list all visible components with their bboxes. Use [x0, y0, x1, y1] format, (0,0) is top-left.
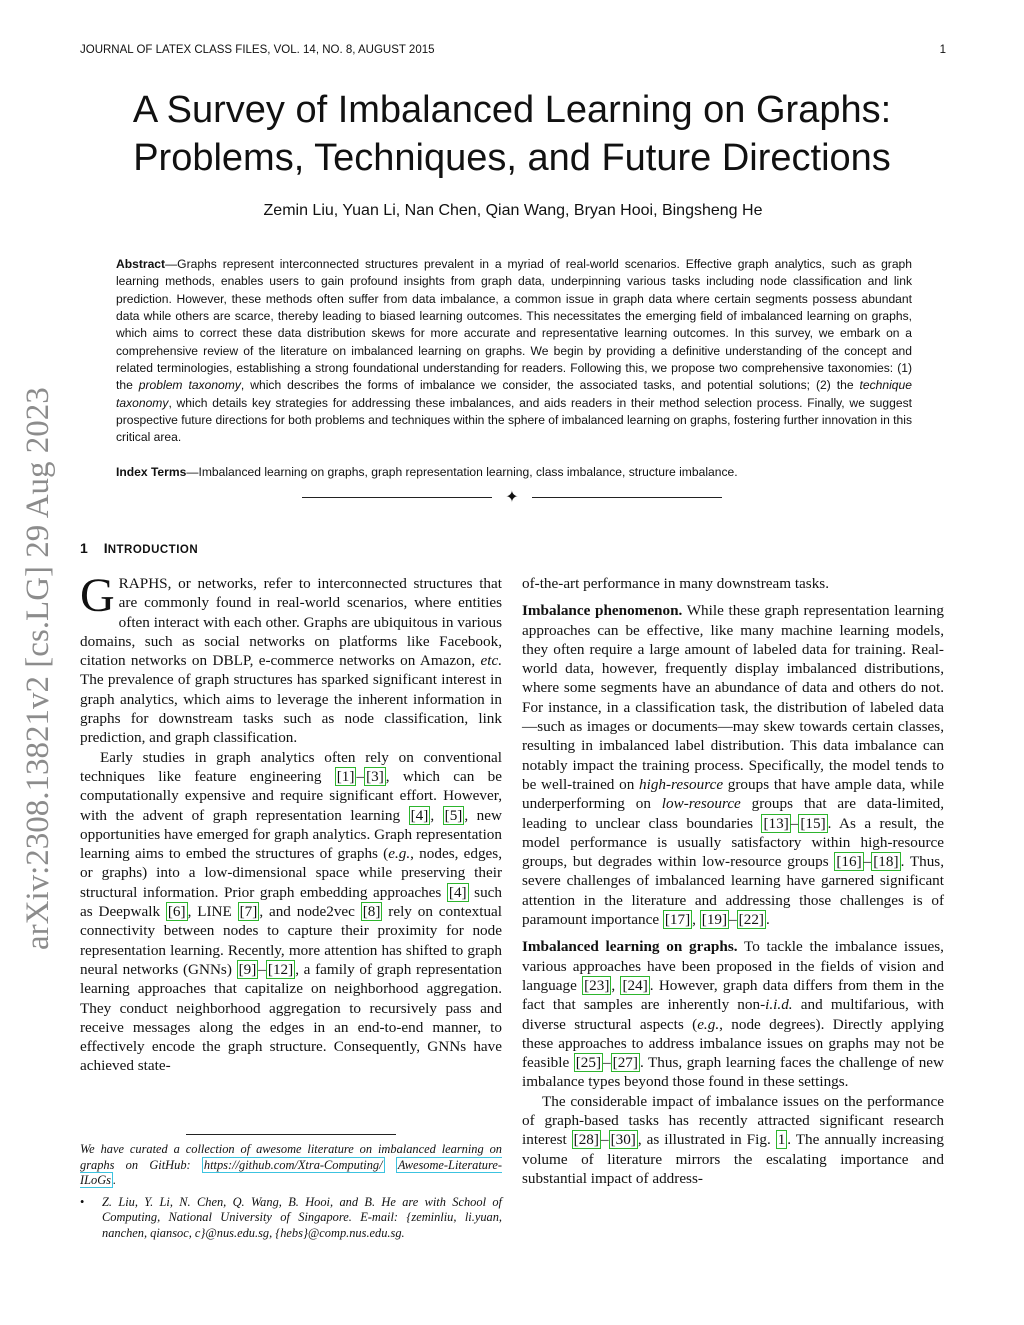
citation-link[interactable]: [7] [239, 903, 258, 921]
left-column [80, 569, 502, 1076]
separator: , [611, 976, 621, 994]
running-header [80, 44, 946, 62]
paragraph-text: , as illustrated in Fig. [637, 1131, 776, 1149]
bullet-icon: • [80, 1194, 85, 1209]
imbalanced-learning-paragraph [522, 937, 944, 1091]
paragraph-text: , a family of graph representation learning approaches that capitalize on neighborhood aggregation. They conduct neighborhood aggregation to recursively pass and receive messages along the edges in an end-to-end manner, to effectively encode the graph structure. Consequently, GNNs have achieved state- [80, 960, 502, 1075]
paragraph-text: , node degrees). Directly applying these approaches to address imbalance issues on graphs may not be feasible [522, 1015, 944, 1072]
abstract-label: Abstract [116, 257, 166, 271]
impact-paragraph [522, 1092, 944, 1188]
citation-link[interactable]: [9] [238, 960, 257, 978]
abstract-text-3: , which details key strategies for addressing these imbalances, and aids readers in their method selection process. Finally, we suggest prospective future directions for both problems and techniques within the sphere of imbalanced learning on graphs, fostering further innovation in this critical area. [116, 395, 912, 445]
section-divider [302, 488, 722, 508]
title-line-2: Problems, Techniques, and Future Directions [133, 137, 891, 179]
citation-link[interactable]: [23] [584, 976, 610, 994]
index-terms-text: —Imbalanced learning on graphs, graph representation learning, class imbalance, structure imbalance. [186, 465, 738, 479]
paragraph-text: , new opportunities have emerged for graph analytics. Graph representation learning aims to embed the structures of graphs ( [80, 806, 502, 863]
range-dash: – [600, 1131, 609, 1149]
citation-link[interactable]: [19] [701, 911, 728, 929]
citation-link[interactable]: [16] [836, 853, 862, 871]
section-title-rest: NTRODUCTION [107, 544, 199, 556]
paragraph-text: , LINE [187, 903, 238, 921]
abstract-text-2: , which describes the forms of imbalance we consider, the associated tasks, and potential solutions; (2) the [240, 378, 860, 393]
section-title-initial: I [103, 540, 108, 556]
italic-text: low-resource [661, 795, 741, 813]
footnotes [80, 1142, 502, 1241]
citation-link[interactable]: [18] [873, 853, 899, 871]
index-terms-label: Index Terms [116, 465, 187, 479]
intro-paragraph-1 [80, 569, 502, 748]
drop-cap: G [80, 569, 115, 622]
italic-text: high-resource [639, 775, 724, 793]
citation-link[interactable]: [5] [444, 806, 463, 824]
drop-cap-continuation: RAPHS [118, 575, 168, 592]
paragraph-text: While these graph representation learning approaches can be effective, like many machine learning models, they often require a large amount of labeled data for training. Real-world data, however, frequently display imbalanced distributions, where some segments have an abundance of data and others do not. For instance, in a classification task, the distribution of labeled data—such as images or documents—may skew towards certain classes, resulting in imbalanced label distribution. This data imbalance can notably impact the training process. Specifically, the model tends to be well-trained on [522, 602, 944, 793]
range-dash: – [790, 814, 799, 832]
paragraph-text: . Thus, severe challenges of imbalanced learning have garnered significant attention in the literature and addressing those challenges is of paramount importance [522, 853, 944, 929]
paragraph-text: , which can be computationally expensive and require significant effort. However, with the advent of graph representation learning [80, 767, 502, 824]
paragraph-text: such as Deepwalk [80, 883, 502, 921]
paragraph-text: , or networks, refer to interconnected structures that are commonly found in real-world scenarios, where entities often interact with each other. Graphs are ubiquitous in various domains, such as social networks on platforms like Facebook, citation networks on DBLP, e-commerce networks on Amazon, [80, 575, 502, 670]
citation-link[interactable]: [8] [362, 903, 381, 921]
italic-text: e.g. [697, 1015, 720, 1033]
citation-link[interactable]: [12] [267, 960, 294, 978]
citation-link[interactable]: [4] [448, 883, 467, 901]
paragraph-text: To tackle the imbalance issues, various approaches have been proposed in the fields of vision and language [522, 938, 944, 994]
paragraph-text: , and node2vec [259, 903, 361, 921]
citation-link[interactable]: [27] [612, 1054, 638, 1072]
paragraph-text: groups that have ample data, while underperforming on [522, 775, 944, 813]
paragraph-heading: Imbalance phenomenon. [522, 602, 683, 620]
range-dash: – [356, 767, 365, 785]
italic-text: i.i.d. [765, 996, 793, 1014]
abstract-emphasis-technique-taxonomy: technique taxonomy [116, 378, 912, 410]
paragraph-text: . The annually increasing volume of literature mirrors the escalating importance and substantial impact of address- [522, 1131, 944, 1187]
github-url-link-continued[interactable]: Awesome-Literature-ILoGs [80, 1157, 502, 1187]
title-line-1: A Survey of Imbalanced Learning on Graphs: [132, 89, 892, 131]
paragraph-heading: Imbalanced learning on graphs. [522, 938, 738, 956]
paper-title [60, 86, 964, 182]
citation-link[interactable]: [25] [575, 1054, 602, 1072]
range-dash: – [729, 911, 737, 929]
imbalance-phenomenon-paragraph [522, 601, 944, 929]
github-footnote [80, 1142, 502, 1189]
citation-link[interactable]: [4] [410, 806, 429, 824]
affiliation-footnote [80, 1195, 502, 1242]
intro-paragraph-2 [80, 748, 502, 1076]
journal-line: JOURNAL OF LATEX CLASS FILES, VOL. 14, NO. 8, AUGUST 2015 [80, 44, 435, 56]
arxiv-identifier: arXiv:2308.13821v2 [cs.LG] 29 Aug 2023 [20, 387, 56, 950]
footnote-text: We have curated a collection of awesome literature on imbalanced learning on graphs on GitHub: [80, 1142, 502, 1172]
github-url-link[interactable]: https://github.com/Xtra-Computing/ [203, 1157, 383, 1172]
citation-link[interactable]: [22] [738, 911, 764, 929]
paragraph-text: . However, graph data differs from them in the fact that samples are inherently non- [522, 976, 944, 1014]
italic-text: e.g. [388, 845, 411, 863]
index-terms [116, 464, 912, 481]
abstract [116, 256, 912, 447]
paragraph-text: Early studies in graph analytics often rely on conventional techniques like feature engineering [80, 748, 502, 785]
footnote-text: Z. Liu, Y. Li, N. Chen, Q. Wang, B. Hooi, and B. He are with School of Computing, National University of Singapore. E-mail: {zeminliu, li.yuan, nanchen, qiansoc, c}@nus.edu.sg, {hebs}@comp.nus.edu.sg. [102, 1194, 502, 1240]
section-number: 1 [80, 540, 88, 556]
section-heading [80, 540, 198, 556]
citation-link[interactable]: [30] [610, 1131, 636, 1149]
divider-line-left [302, 497, 492, 498]
separator: , [430, 806, 443, 824]
continuation-line: of-the-art performance in many downstream tasks. [522, 575, 830, 592]
italic-text: etc. [480, 652, 502, 670]
citation-link[interactable]: [17] [664, 911, 691, 929]
paragraph-text: rely on contextual connectivity between nodes to capture their proximity for node representation learning. Recently, more attention has shifted to graph neural networks (GNNs) [80, 903, 502, 978]
paragraph-text: and multifarious, with diverse structural aspects ( [522, 996, 944, 1033]
separator: . [765, 911, 770, 929]
citation-link[interactable]: [6] [167, 903, 186, 921]
divider-line-right [532, 497, 722, 498]
range-dash: – [258, 960, 266, 978]
paragraph-text: The considerable impact of imbalance issues on the performance of graph-based tasks has recently attracted significant research interest [522, 1092, 944, 1149]
paragraph-text: groups that are data-limited, leading to unclear class boundaries [522, 795, 944, 832]
abstract-emphasis-problem-taxonomy: problem taxonomy [138, 378, 241, 393]
diamond-ornament-icon: ✦ [505, 489, 519, 506]
citation-link[interactable]: [24] [622, 976, 648, 994]
paragraph-text: The prevalence of graph structures has sparked significant interest in graph analytics, which aims to leverage the inherent information in graphs for downstream tasks such as node classification, link prediction, and graph classification. [80, 671, 502, 747]
footnote-text: . [112, 1173, 117, 1187]
range-dash: – [863, 853, 872, 871]
abstract-text: —Graphs represent interconnected structures prevalent in a myriad of real-world scenarios. Effective graph analytics, such as graph learning methods, enables users to gain profound insights from graph data, underpinning various tasks including node classification and link prediction. However, these methods often suffer from data imbalance, a common issue in graph data where certain segments possess abundant data while others are scarce, thereby leading to biased learning outcomes. This necessitates the emerging field of imbalanced learning on graphs, which aims to correct these data distribution skews for more accurate and representative learning outcomes. In this survey, we embark on a comprehensive review of the literature on imbalanced learning on graphs. We begin by providing a definitive understanding of the concept and related terminologies, establishing a strong foundational understanding for readers. Following this, we propose two comprehensive taxonomies: (1) the [116, 257, 912, 393]
citation-link[interactable]: [3] [366, 767, 384, 785]
paragraph-text: . As a result, the model performance is usually satisfactory within high-resource groups, but degrades within low-resource groups [522, 814, 945, 871]
citation-link[interactable]: [28] [573, 1131, 599, 1149]
right-column [522, 574, 944, 1188]
citation-link[interactable]: [15] [800, 814, 826, 832]
author-list: Zemin Liu, Yuan Li, Nan Chen, Qian Wang, Bryan Hooi, Bingsheng He [263, 202, 763, 219]
figure-link[interactable]: 1 [777, 1131, 786, 1149]
range-dash: – [603, 1054, 611, 1072]
footnote-rule [186, 1134, 396, 1135]
paragraph-text: , nodes, edges, or graphs) into a low-dimensional space while preserving their structural information. Prior graph embedding approaches [80, 845, 502, 901]
separator: , [692, 911, 700, 929]
paragraph-text: . Thus, graph learning faces the challenge of new imbalance types beyond those found in these settings. [522, 1054, 944, 1091]
citation-link[interactable]: [1] [336, 767, 355, 785]
page-number: 1 [939, 44, 946, 56]
citation-link[interactable]: [13] [763, 814, 789, 832]
